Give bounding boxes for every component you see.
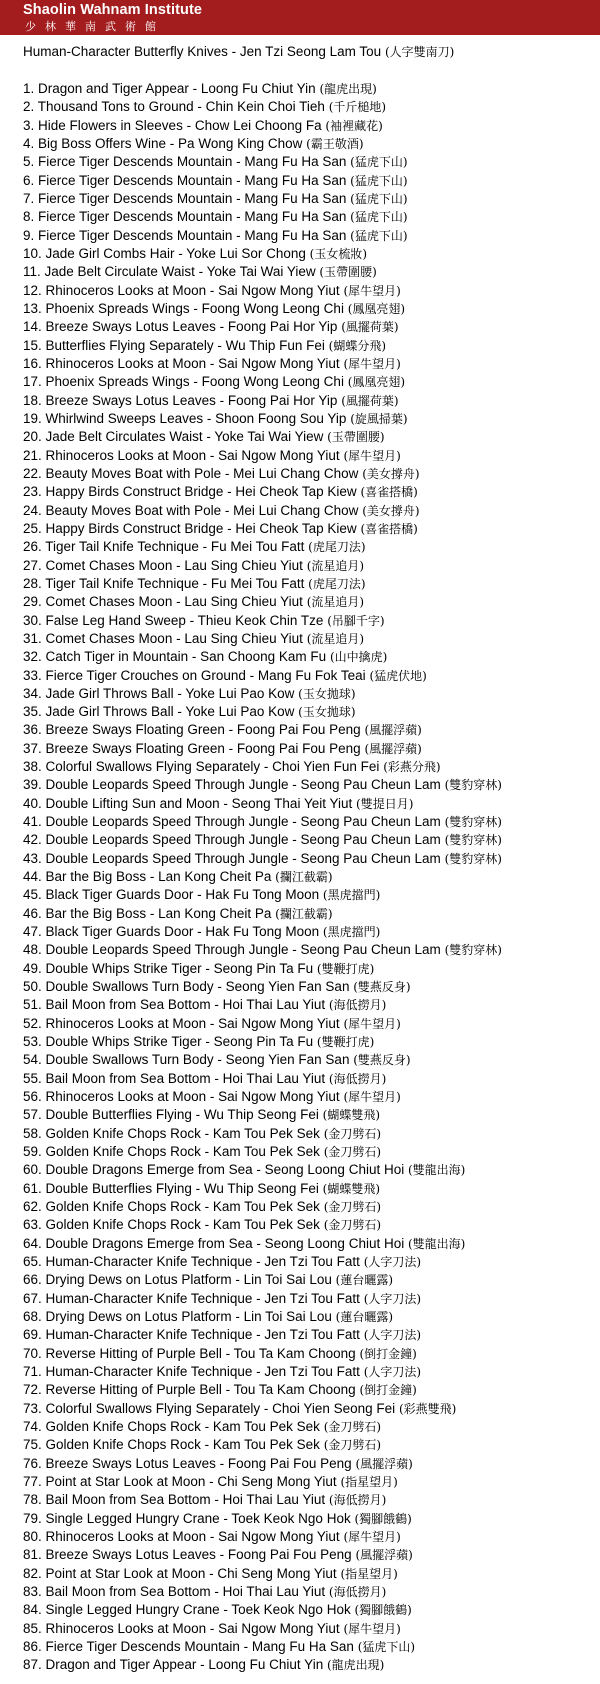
list-item <box>23 1418 502 1436</box>
list-item <box>23 758 502 776</box>
pattern-name-chinese: (指星望月) <box>340 1474 398 1489</box>
pattern-name: 23. Happy Birds Construct Bridge - Hei Cheok Tap Kiew <box>23 484 357 500</box>
pattern-name-chinese: (虎尾刀法) <box>308 576 366 591</box>
pattern-name-chinese: (玉女梳妝) <box>309 246 368 261</box>
pattern-name-chinese: (人字刀法) <box>363 1328 422 1343</box>
list-item <box>23 1473 502 1491</box>
pattern-name-chinese: (蝴蝶分飛) <box>328 338 387 353</box>
list-item <box>23 813 502 831</box>
pattern-name-chinese: (虎尾刀法) <box>308 540 366 555</box>
list-item <box>23 1271 502 1289</box>
pattern-name: 26. Tiger Tail Knife Technique - Fu Mei Tou Fatt <box>23 539 305 555</box>
pattern-name: 86. Fierce Tiger Descends Mountain - Mang Fu Ha San <box>23 1638 354 1654</box>
list-item <box>23 135 502 153</box>
pattern-name-chinese: (風擺荷葉) <box>341 320 399 335</box>
pattern-name-chinese: (犀牛望月) <box>343 356 401 371</box>
pattern-name-chinese: (犀牛望月) <box>343 1621 401 1636</box>
pattern-name: 65. Human-Character Knife Technique - Jen Tzi Tou Fatt <box>23 1254 360 1269</box>
pattern-name: 83. Bail Moon from Sea Bottom - Hoi Thai Lau Yiut <box>23 1583 326 1599</box>
pattern-name: 58. Golden Knife Chops Rock - Kam Tou Pek Sek <box>23 1125 320 1141</box>
pattern-name-chinese: (鳳凰亮翅) <box>347 375 406 390</box>
pattern-name-chinese: (雙龍出海) <box>407 1236 466 1251</box>
pattern-name-chinese: (龍虎出現) <box>326 1658 385 1673</box>
list-item <box>23 905 502 923</box>
list-item <box>23 1546 502 1564</box>
list-item <box>23 1565 502 1583</box>
pattern-name: 52. Rhinoceros Looks at Moon - Sai Ngow Mong Yiut <box>23 1015 340 1031</box>
pattern-name-chinese: (喜雀搭橋) <box>360 521 418 536</box>
pattern-name: 63. Golden Knife Chops Rock - Kam Tou Pek Sek <box>23 1217 320 1233</box>
list-item <box>23 1455 502 1473</box>
pattern-name: 82. Point at Star Look at Moon - Chi Seng Mong Yiut <box>23 1565 337 1581</box>
pattern-name: 10. Jade Girl Combs Hair - Yoke Lui Sor Chong <box>23 245 306 261</box>
pattern-name: 20. Jade Belt Circulates Waist - Yoke Tai Wai Yiew <box>23 429 324 445</box>
pattern-name: 47. Black Tiger Guards Door - Hak Fu Tong Moon <box>23 924 320 940</box>
pattern-name: 51. Bail Moon from Sea Bottom - Hoi Thai Lau Yiut <box>23 997 326 1013</box>
list-item <box>23 923 502 941</box>
list-item <box>23 428 502 446</box>
pattern-name-chinese: (袖裡藏花) <box>325 118 383 133</box>
pattern-name-chinese: (金刀劈石) <box>323 1218 382 1233</box>
pattern-name-chinese: (金刀劈石) <box>323 1126 382 1141</box>
pattern-name: 44. Bar the Big Boss - Lan Kong Cheit Pa <box>23 869 272 885</box>
list-item <box>23 1656 502 1674</box>
pattern-name: 60. Double Dragons Emerge from Sea - Seong Loong Chiut Hoi <box>23 1162 405 1178</box>
pattern-name-chinese: (雙豹穿林) <box>444 943 502 958</box>
institute-name-chinese: 少林華南武術館 <box>25 20 165 33</box>
list-item <box>23 300 502 318</box>
pattern-name-chinese: (人字刀法) <box>363 1291 422 1306</box>
list-item <box>23 1491 502 1509</box>
pattern-name: 49. Double Whips Strike Tiger - Seong Pin Ta Fu <box>23 960 314 976</box>
pattern-name-chinese: (雙提日月) <box>356 796 414 811</box>
page-title <box>23 43 454 60</box>
pattern-name-chinese: (彩燕雙飛) <box>398 1401 457 1416</box>
list-item <box>23 667 502 685</box>
pattern-name: 55. Bail Moon from Sea Bottom - Hoi Thai Lau Yiut <box>23 1070 326 1086</box>
pattern-name-chinese: (山中擒虎) <box>329 650 388 665</box>
pattern-name: 11. Jade Belt Circulate Waist - Yoke Tai Wai Yiew <box>23 264 316 280</box>
list-item <box>23 520 502 538</box>
list-item <box>23 685 502 703</box>
pattern-name-chinese: (犀牛望月) <box>343 283 401 298</box>
pattern-name-chinese: (風擺浮蘋) <box>364 723 422 738</box>
list-item <box>23 1143 502 1161</box>
pattern-name-chinese: (美女撐舟) <box>362 466 420 481</box>
pattern-name-chinese: (蝴蝶雙飛) <box>322 1181 381 1196</box>
pattern-name-chinese: (玉女拋球) <box>298 705 356 720</box>
pattern-name-chinese: (攔江截霸) <box>275 906 333 921</box>
list-item <box>23 941 502 959</box>
pattern-name-chinese: (金刀劈石) <box>323 1419 382 1434</box>
list-item <box>23 337 502 355</box>
pattern-name-chinese: (獨腳餓鶴) <box>354 1603 412 1618</box>
pattern-name: 57. Double Butterflies Flying - Wu Thip Seong Fei <box>23 1107 319 1123</box>
list-item <box>23 886 502 904</box>
pattern-name: 21. Rhinoceros Looks at Moon - Sai Ngow Mong Yiut <box>23 447 340 463</box>
pattern-name-chinese: (黑虎擋門) <box>322 925 381 940</box>
pattern-name: 19. Whirlwind Sweeps Leaves - Shoon Foong Sou Yip <box>23 410 347 426</box>
list-item <box>23 172 502 190</box>
pattern-name: 79. Single Legged Hungry Crane - Toek Keok Ngo Hok <box>23 1510 351 1526</box>
pattern-name: 87. Dragon and Tiger Appear - Loong Fu Chiut Yin <box>23 1657 324 1673</box>
list-item <box>23 502 502 520</box>
pattern-name-chinese: (蝴蝶雙飛) <box>322 1108 381 1123</box>
list-item <box>23 612 502 630</box>
pattern-name: 7. Fierce Tiger Descends Mountain - Mang Fu Ha San <box>23 190 347 206</box>
pattern-name-chinese: (犀牛望月) <box>343 1090 401 1105</box>
pattern-name-chinese: (犀牛望月) <box>343 1529 401 1544</box>
pattern-name-chinese: (玉帶圍腰) <box>319 265 377 280</box>
pattern-name-chinese: (龍虎出現) <box>319 82 377 96</box>
pattern-name: 32. Catch Tiger in Mountain - San Choong Kam Fu <box>23 649 327 665</box>
pattern-name-chinese: (倒打金鐘) <box>359 1346 417 1361</box>
list-item <box>23 208 502 226</box>
pattern-name: 80. Rhinoceros Looks at Moon - Sai Ngow Mong Yiut <box>23 1528 340 1544</box>
pattern-name: 33. Fierce Tiger Crouches on Ground - Mang Fu Fok Teai <box>23 667 366 683</box>
pattern-name: 38. Colorful Swallows Flying Separately - Choi Yien Fun Fei <box>23 759 380 775</box>
pattern-name: 24. Beauty Moves Boat with Pole - Mei Lui Chang Chow <box>23 502 359 518</box>
list-item <box>23 1583 502 1601</box>
pattern-name: 8. Fierce Tiger Descends Mountain - Mang Fu Ha San <box>23 209 347 225</box>
institute-name[interactable]: Shaolin Wahnam Institute <box>23 2 203 18</box>
pattern-name-chinese: (海低撈月) <box>328 1493 387 1508</box>
pattern-name-chinese: (蓮台曬露) <box>335 1309 394 1324</box>
list-item <box>23 1400 502 1418</box>
list-item <box>23 1235 502 1253</box>
list-item <box>23 465 502 483</box>
page-title-chinese: (人字雙南刀) <box>384 45 455 59</box>
pattern-name: 73. Colorful Swallows Flying Separately - Choi Yien Seong Fei <box>23 1400 396 1416</box>
pattern-name: 31. Comet Chases Moon - Lau Sing Chieu Yiut <box>23 630 303 646</box>
pattern-name-chinese: (玉帶圍腰) <box>327 430 385 445</box>
list-item <box>23 1620 502 1638</box>
pattern-name: 2. Thousand Tons to Ground - Chin Kein Choi Tieh <box>23 99 325 115</box>
pattern-name: 67. Human-Character Knife Technique - Jen Tzi Tou Fatt <box>23 1290 360 1306</box>
pattern-name: 34. Jade Girl Throws Ball - Yoke Lui Pao Kow <box>23 685 295 701</box>
list-item <box>23 575 502 593</box>
pattern-name: 35. Jade Girl Throws Ball - Yoke Lui Pao Kow <box>23 704 295 720</box>
list-item <box>23 1198 502 1216</box>
list-item <box>23 483 502 501</box>
list-item <box>23 1088 502 1106</box>
pattern-name-chinese: (雙燕反身) <box>353 980 411 995</box>
pattern-name: 50. Double Swallows Turn Body - Seong Yien Fan San <box>23 979 350 995</box>
pattern-name: 85. Rhinoceros Looks at Moon - Sai Ngow Mong Yiut <box>23 1620 340 1636</box>
list-item <box>23 153 502 171</box>
pattern-name: 42. Double Leopards Speed Through Jungle - Seong Pau Cheun Lam <box>23 832 441 848</box>
list-item <box>23 392 502 410</box>
pattern-name-chinese: (猛虎下山) <box>350 155 408 170</box>
pattern-name: 70. Reverse Hitting of Purple Bell - Tou Ta Kam Choong <box>23 1345 356 1361</box>
list-item <box>23 1290 502 1308</box>
pattern-name-chinese: (風擺浮蘋) <box>355 1548 413 1563</box>
pattern-name: 6. Fierce Tiger Descends Mountain - Mang Fu Ha San <box>23 172 347 188</box>
pattern-name: 37. Breeze Sways Floating Green - Foong Pai Fou Peng <box>23 740 361 756</box>
list-item <box>23 648 502 666</box>
list-item <box>23 1216 502 1234</box>
list-item <box>23 80 502 98</box>
list-item <box>23 1638 502 1656</box>
pattern-name: 53. Double Whips Strike Tiger - Seong Pin Ta Fu <box>23 1034 314 1050</box>
list-item <box>23 1051 502 1069</box>
pattern-name-chinese: (雙豹穿林) <box>444 778 502 793</box>
list-item <box>23 1345 502 1363</box>
pattern-name: 40. Double Lifting Sun and Moon - Seong Thai Yeit Yiut <box>23 795 353 811</box>
pattern-name: 48. Double Leopards Speed Through Jungle - Seong Pau Cheun Lam <box>23 942 441 958</box>
pattern-name: 18. Breeze Sways Lotus Leaves - Foong Pai Hor Yip <box>23 392 338 408</box>
pattern-name-chinese: (雙燕反身) <box>353 1053 411 1068</box>
pattern-name-chinese: (倒打金鐘) <box>359 1383 417 1398</box>
list-item <box>23 996 502 1014</box>
pattern-name: 68. Drying Dews on Lotus Platform - Lin Toi Sai Lou <box>23 1308 332 1324</box>
list-item <box>23 1180 502 1198</box>
list-item <box>23 1436 502 1454</box>
pattern-name-chinese: (金刀劈石) <box>323 1200 382 1215</box>
pattern-name-chinese: (猛虎下山) <box>350 228 408 243</box>
pattern-name-chinese: (人字刀法) <box>363 1255 422 1269</box>
list-item <box>23 831 502 849</box>
pattern-name: 69. Human-Character Knife Technique - Jen Tzi Tou Fatt <box>23 1327 360 1343</box>
pattern-name-chinese: (雙豹穿林) <box>444 851 502 866</box>
list-item <box>23 776 502 794</box>
pattern-name: 15. Butterflies Flying Separately - Wu Thip Fun Fei <box>23 337 325 353</box>
pattern-name: 61. Double Butterflies Flying - Wu Thip Seong Fei <box>23 1180 319 1196</box>
pattern-name-chinese: (吊腳千字) <box>327 613 385 628</box>
pattern-name-chinese: (鳳凰亮翅) <box>347 301 406 316</box>
pattern-name-chinese: (風擺荷葉) <box>341 393 399 408</box>
pattern-name-chinese: (雙豹穿林) <box>444 833 502 848</box>
pattern-name-chinese: (海低撈月) <box>328 1584 387 1599</box>
list-item <box>23 117 502 135</box>
pattern-name: 54. Double Swallows Turn Body - Seong Yien Fan San <box>23 1052 350 1068</box>
pattern-name-chinese: (蓮台曬露) <box>335 1273 394 1288</box>
pattern-name: 9. Fierce Tiger Descends Mountain - Mang Fu Ha San <box>23 227 347 243</box>
pattern-name: 46. Bar the Big Boss - Lan Kong Cheit Pa <box>23 905 272 921</box>
list-item <box>23 410 502 428</box>
institute-header <box>0 0 600 35</box>
pattern-name-chinese: (猛虎伏地) <box>369 668 427 683</box>
list-item <box>23 1161 502 1179</box>
list-item <box>23 1363 502 1381</box>
pattern-name-chinese: (黑虎擋門) <box>322 888 381 903</box>
pattern-name-chinese: (指星望月) <box>340 1566 398 1581</box>
list-item <box>23 98 502 116</box>
list-item <box>23 227 502 245</box>
pattern-name: 78. Bail Moon from Sea Bottom - Hoi Thai Lau Yiut <box>23 1492 326 1508</box>
pattern-name: 13. Phoenix Spreads Wings - Foong Wong Leong Chi <box>23 300 344 316</box>
pattern-name-chinese: (霸王敬酒) <box>306 136 364 151</box>
list-item <box>23 282 502 300</box>
pattern-name: 72. Reverse Hitting of Purple Bell - Tou Ta Kam Choong <box>23 1382 356 1398</box>
pattern-name: 59. Golden Knife Chops Rock - Kam Tou Pek Sek <box>23 1144 320 1160</box>
pattern-name-chinese: (獨腳餓鶴) <box>354 1511 412 1526</box>
pattern-name-chinese: (風擺浮蘋) <box>355 1456 413 1471</box>
pattern-name-chinese: (雙鞭打虎) <box>316 1035 375 1050</box>
list-item <box>23 978 502 996</box>
list-item <box>23 1125 502 1143</box>
pattern-name: 22. Beauty Moves Boat with Pole - Mei Lui Chang Chow <box>23 465 359 481</box>
pattern-name: 74. Golden Knife Chops Rock - Kam Tou Pek Sek <box>23 1418 320 1434</box>
page-title-text: Human-Character Butterfly Knives - Jen Tzi Seong Lam Tou <box>23 44 382 59</box>
list-item <box>23 1106 502 1124</box>
pattern-list <box>23 80 502 1675</box>
list-item <box>23 703 502 721</box>
list-item <box>23 557 502 575</box>
pattern-name: 14. Breeze Sways Lotus Leaves - Foong Pai Hor Yip <box>23 319 338 335</box>
pattern-name-chinese: (金刀劈石) <box>323 1438 382 1453</box>
pattern-name: 25. Happy Birds Construct Bridge - Hei Cheok Tap Kiew <box>23 520 357 536</box>
pattern-name: 1. Dragon and Tiger Appear - Loong Fu Chiut Yin <box>23 81 316 96</box>
pattern-name: 71. Human-Character Knife Technique - Jen Tzi Tou Fatt <box>23 1363 360 1379</box>
pattern-name-chinese: (彩燕分飛) <box>383 760 441 775</box>
list-item <box>23 263 502 281</box>
pattern-name: 17. Phoenix Spreads Wings - Foong Wong Leong Chi <box>23 374 344 390</box>
pattern-name-chinese: (旋風掃葉) <box>350 411 408 426</box>
list-item <box>23 1308 502 1326</box>
pattern-name: 16. Rhinoceros Looks at Moon - Sai Ngow Mong Yiut <box>23 355 340 371</box>
list-item <box>23 960 502 978</box>
pattern-name-chinese: (喜雀搭橋) <box>360 485 418 500</box>
pattern-name: 4. Big Boss Offers Wine - Pa Wong King Chow <box>23 135 303 151</box>
pattern-name: 81. Breeze Sways Lotus Leaves - Foong Pai Fou Peng <box>23 1547 352 1563</box>
pattern-name: 75. Golden Knife Chops Rock - Kam Tou Pek Sek <box>23 1437 320 1453</box>
pattern-name-chinese: (人字刀法) <box>363 1364 422 1379</box>
pattern-name: 3. Hide Flowers in Sleeves - Chow Lei Choong Fa <box>23 117 322 133</box>
pattern-name-chinese: (海低撈月) <box>328 1071 387 1086</box>
pattern-name: 28. Tiger Tail Knife Technique - Fu Mei Tou Fatt <box>23 575 305 591</box>
list-item <box>23 1528 502 1546</box>
pattern-name: 27. Comet Chases Moon - Lau Sing Chieu Yiut <box>23 557 303 573</box>
pattern-name: 45. Black Tiger Guards Door - Hak Fu Tong Moon <box>23 887 320 903</box>
list-item <box>23 1070 502 1088</box>
pattern-name: 76. Breeze Sways Lotus Leaves - Foong Pai Fou Peng <box>23 1455 352 1471</box>
list-item <box>23 1033 502 1051</box>
pattern-name: 77. Point at Star Look at Moon - Chi Seng Mong Yiut <box>23 1473 337 1489</box>
list-item <box>23 1381 502 1399</box>
pattern-name: 29. Comet Chases Moon - Lau Sing Chieu Yiut <box>23 594 303 610</box>
list-item <box>23 318 502 336</box>
list-item <box>23 355 502 373</box>
list-item <box>23 630 502 648</box>
pattern-name-chinese: (金刀劈石) <box>323 1145 382 1160</box>
pattern-name-chinese: (攔江截霸) <box>275 870 333 885</box>
pattern-name: 36. Breeze Sways Floating Green - Foong Pai Fou Peng <box>23 722 361 738</box>
pattern-name-chinese: (犀牛望月) <box>343 448 401 463</box>
pattern-name-chinese: (流星追月) <box>306 595 365 610</box>
pattern-name-chinese: (流星追月) <box>306 631 365 646</box>
pattern-name-chinese: (海低撈月) <box>328 998 387 1013</box>
list-item <box>23 740 502 758</box>
pattern-name: 39. Double Leopards Speed Through Jungle - Seong Pau Cheun Lam <box>23 777 441 793</box>
list-item <box>23 850 502 868</box>
pattern-name: 64. Double Dragons Emerge from Sea - Seong Loong Chiut Hoi <box>23 1235 405 1251</box>
pattern-name: 41. Double Leopards Speed Through Jungle - Seong Pau Cheun Lam <box>23 814 441 830</box>
list-item <box>23 795 502 813</box>
pattern-name-chinese: (犀牛望月) <box>343 1016 401 1031</box>
list-item <box>23 190 502 208</box>
list-item <box>23 538 502 556</box>
list-item <box>23 1601 502 1619</box>
pattern-name-chinese: (雙豹穿林) <box>444 815 502 830</box>
pattern-name: 43. Double Leopards Speed Through Jungle - Seong Pau Cheun Lam <box>23 850 441 866</box>
pattern-name-chinese: (風擺浮蘋) <box>364 741 422 756</box>
pattern-name-chinese: (美女撐舟) <box>362 503 420 518</box>
pattern-name-chinese: (猛虎下山) <box>350 191 408 206</box>
pattern-name-chinese: (猛虎下山) <box>357 1639 416 1654</box>
list-item <box>23 447 502 465</box>
pattern-name-chinese: (猛虎下山) <box>350 210 408 225</box>
pattern-name-chinese: (猛虎下山) <box>350 173 408 188</box>
list-item <box>23 245 502 263</box>
pattern-name-chinese: (雙龍出海) <box>407 1163 466 1178</box>
pattern-name: 12. Rhinoceros Looks at Moon - Sai Ngow Mong Yiut <box>23 282 340 298</box>
list-item <box>23 1015 502 1033</box>
list-item <box>23 1510 502 1528</box>
list-item <box>23 373 502 391</box>
list-item <box>23 1253 502 1271</box>
pattern-name-chinese: (雙鞭打虎) <box>316 961 375 976</box>
pattern-name-chinese: (千斤槌地) <box>328 100 387 115</box>
pattern-name: 84. Single Legged Hungry Crane - Toek Keok Ngo Hok <box>23 1602 351 1618</box>
pattern-name: 5. Fierce Tiger Descends Mountain - Mang Fu Ha San <box>23 154 347 170</box>
list-item <box>23 721 502 739</box>
pattern-name: 56. Rhinoceros Looks at Moon - Sai Ngow Mong Yiut <box>23 1089 340 1105</box>
list-item <box>23 868 502 886</box>
pattern-name: 66. Drying Dews on Lotus Platform - Lin Toi Sai Lou <box>23 1272 332 1288</box>
list-item <box>23 1326 502 1344</box>
list-item <box>23 593 502 611</box>
pattern-name-chinese: (玉女拋球) <box>298 686 356 701</box>
pattern-name: 62. Golden Knife Chops Rock - Kam Tou Pek Sek <box>23 1199 320 1215</box>
pattern-name-chinese: (流星追月) <box>306 558 365 573</box>
pattern-name: 30. False Leg Hand Sweep - Thieu Keok Chin Tze <box>23 612 324 628</box>
